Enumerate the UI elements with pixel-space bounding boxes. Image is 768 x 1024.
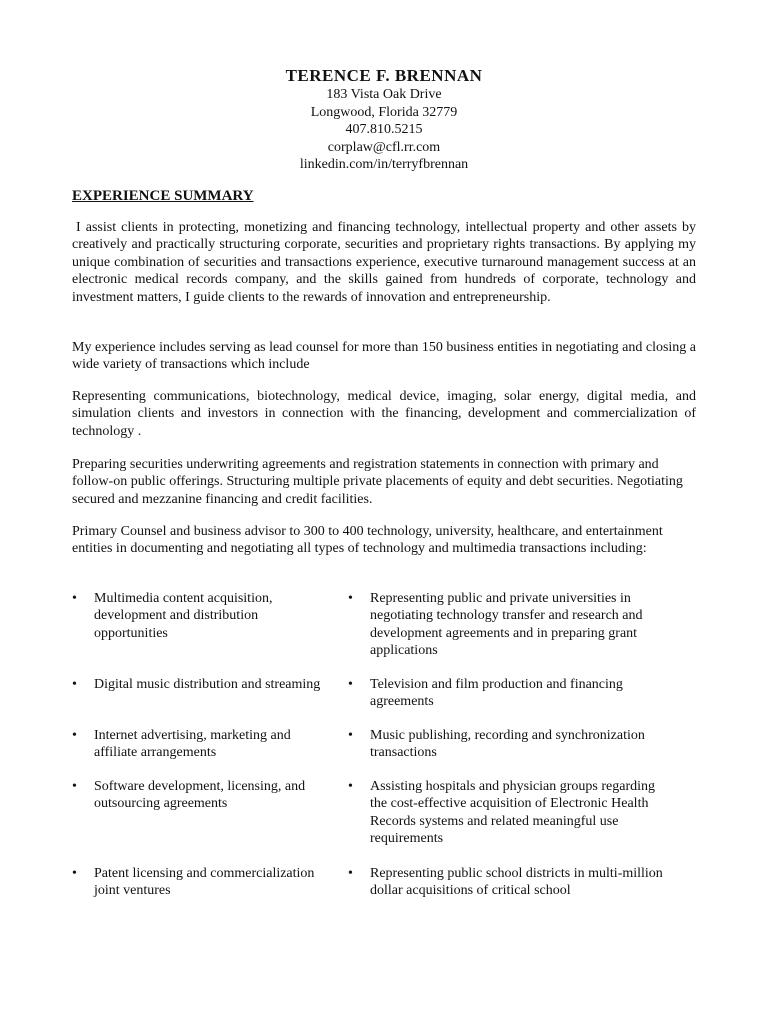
bullet-icon: • <box>348 591 353 606</box>
bullet-icon: • <box>348 728 353 743</box>
candidate-name: TERENCE F. BRENNAN <box>285 66 483 85</box>
phone-number: 407.810.5215 <box>345 122 423 137</box>
securities-paragraph: Preparing securities underwriting agreements and registration statements in connection with primary and follow-on public offerings. Structuring multiple private placements of equity and debt securities. Negotiating secured and mezzanine financing and credit facilities. <box>72 457 683 507</box>
bullet-text: Music publishing, recording and synchronization transactions <box>370 728 645 761</box>
bullet-text: Assisting hospitals and physician groups regarding the cost-effective acquisition of Electronic Health Records systems and related meaningful use requirements <box>370 779 656 847</box>
experience-summary-heading: EXPERIENCE SUMMARY <box>72 188 254 204</box>
bullet-icon: • <box>348 677 353 692</box>
bullet-icon: • <box>72 728 77 743</box>
bullet-text: Multimedia content acquisition, development and distribution opportunities <box>94 591 273 641</box>
bullet-icon: • <box>348 866 353 881</box>
lead-counsel-paragraph: My experience includes serving as lead counsel for more than 150 business entities in negotiating and closing a wide variety of transactions which include <box>72 340 697 373</box>
experience-intro-paragraph: I assist clients in protecting, monetizing and financing technology, intellectual property and other assets by creatively and practically structuring corporate, securities and proprietary rights transactions. By applying my unique combination of securities and transactions experience, executive turnaround management success at an electronic medical records company, and the skills gained from hundreds of corporate, technology and investment matters, I guide clients to the rewards of innovation and entrepreneurship. <box>72 220 696 305</box>
linkedin-url: linkedin.com/in/terryfbrennan <box>299 157 469 172</box>
bullet-icon: • <box>72 677 77 692</box>
representing-paragraph: Representing communications, biotechnology, medical device, imaging, solar energy, digital media, and simulation clients and investors in connection with the financing, development and commercialization of technology . <box>72 389 696 439</box>
email-address: corplaw@cfl.rr.com <box>327 139 441 155</box>
bullet-text: Representing public and private universities in negotiating technology transfer and research and development agreements and in preparing grant applications <box>370 591 643 659</box>
address-line-1: 183 Vista Oak Drive <box>326 87 442 102</box>
resume-header <box>0 66 768 174</box>
address-line-2: Longwood, Florida 32779 <box>310 104 458 120</box>
bullet-text: Internet advertising, marketing and affiliate arrangements <box>94 728 291 761</box>
bullet-text: Patent licensing and commercialization joint ventures <box>94 866 315 899</box>
bullet-text: Television and film production and financing agreements <box>370 677 623 710</box>
primary-counsel-paragraph: Primary Counsel and business advisor to 300 to 400 technology, university, healthcare, and entertainment entities in documenting and negotiating all types of technology and multimedia transactions including: <box>72 524 663 557</box>
bullet-text: Digital music distribution and streaming <box>94 677 321 692</box>
bullet-icon: • <box>72 866 77 881</box>
bullet-text: Software development, licensing, and outsourcing agreements <box>94 779 306 812</box>
bullet-icon: • <box>72 779 77 794</box>
bullet-icon: • <box>348 779 353 794</box>
bullet-icon: • <box>72 591 77 606</box>
bullet-text: Representing public school districts in multi-million dollar acquisitions of critical school <box>370 866 663 899</box>
